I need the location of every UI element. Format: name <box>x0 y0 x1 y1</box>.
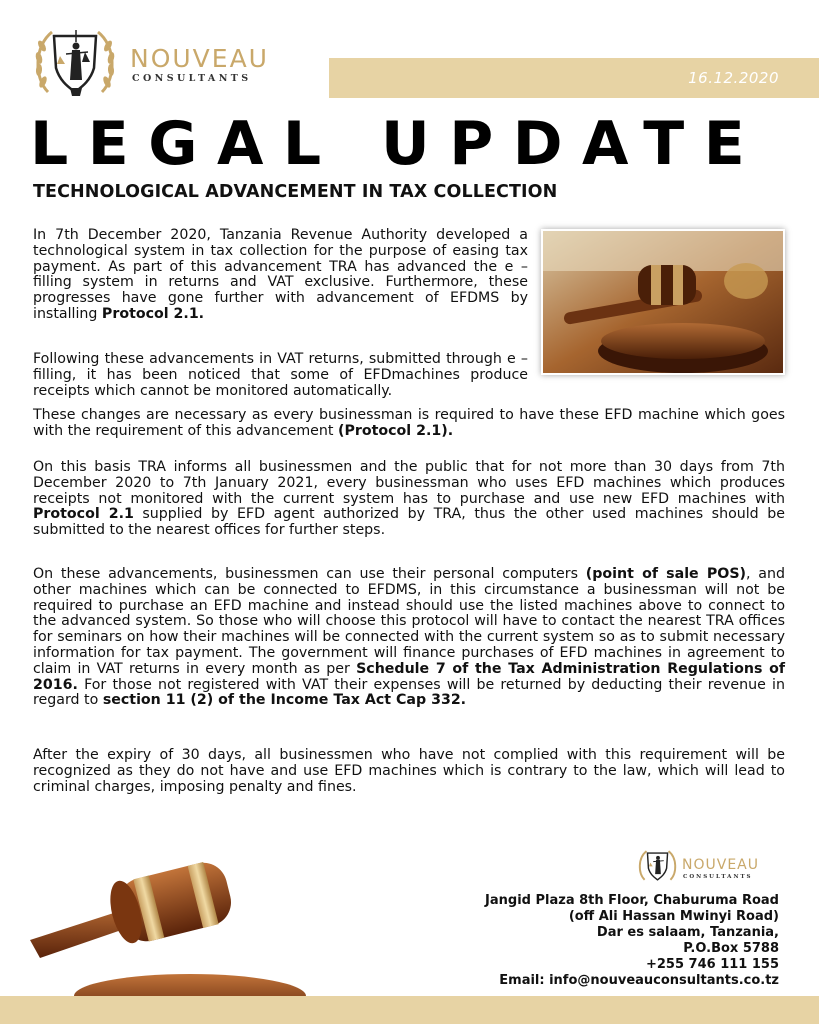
page-title: LEGAL UPDATE <box>30 109 765 179</box>
scales-of-justice-shield-icon <box>30 22 122 100</box>
p5-text-c: For those not registered with VAT their expenses will be returned by deducting their revenue in regard to <box>33 676 785 709</box>
p3-text: These changes are necessary as every businessman is required to have these EFD machine which goes with the requirement of this advancement <box>33 407 785 439</box>
paragraph-2 <box>33 352 528 399</box>
p4-bold: Protocol 2.1 <box>33 506 134 523</box>
paragraph-3 <box>33 408 785 440</box>
address-line-1: Jangid Plaza 8th Floor, Chaburuma Road <box>485 893 779 908</box>
phone-number: +255 746 111 155 <box>645 957 779 972</box>
p2-text: Following these advancements in VAT returns, submitted through e – filling, it has been noticed that some of EFDmachines produce receipts which cannot be monitored automatically. <box>33 351 528 399</box>
p1-text: In 7th December 2020, Tanzania Revenue Authority developed a technological system in tax collection for the purpose of easing tax payment. As part of this advancement TRA has advanced the e – filling system in returns and VAT exclusive. Furthermore, these progresses have gone further with advancement of EFDMS by installing <box>33 227 528 322</box>
brand-name: NOUVEAU <box>130 44 269 73</box>
article-heading: TECHNOLOGICAL ADVANCEMENT IN TAX COLLECTION <box>33 182 558 202</box>
address-line-3: Dar es salaam, Tanzania, <box>596 925 779 940</box>
date-banner <box>329 58 819 98</box>
p5-text-b: , and other machines which can be connected to EFDMS, in this circumstance a businessman will not be required to purchase an EFD machine and instead should use the listed machines above to connect to the advanced system. So those who will choose this protocol will have to contact the nearest TRA offices for seminars on how their machines will be connected with the current system so as to submit necessary information for tax payment. The government will finance purchases of EFD machines in agreement to claim in VAT returns in every month as per <box>33 566 785 677</box>
brand-logo <box>30 22 280 102</box>
paragraph-4 <box>33 460 785 539</box>
p1-bold: Protocol 2.1. <box>101 305 205 322</box>
brand-subtitle: CONSULTANTS <box>132 73 252 84</box>
paragraph-6 <box>33 748 785 795</box>
p4-text-b: supplied by EFD agent authorized by TRA, thus the other used machines should be submitted to the nearest offices for further steps. <box>33 506 785 539</box>
contact-block <box>485 893 779 989</box>
paragraph-5 <box>33 567 785 709</box>
p4-text-a: On this basis TRA informs all businessmen and the public that for not more than 30 days from 7th December 2020 to 7th January 2021, every businessman who uses EFD machines which produces receipts not monitored with the current system has to purchase and use new EFD machines with <box>33 459 785 507</box>
po-box: P.O.Box 5788 <box>683 941 779 956</box>
p3-bold: (Protocol 2.1). <box>337 422 454 439</box>
p5-bold-c: section 11 (2) of the Income Tax Act Cap 332. <box>102 692 467 709</box>
paragraph-1 <box>33 228 528 323</box>
footer-bar <box>0 996 819 1024</box>
footer-scales-of-justice-icon <box>636 843 680 887</box>
footer-brand-subtitle: CONSULTANTS <box>683 874 753 880</box>
gavel-photo <box>541 229 785 375</box>
gavel-photo-icon <box>543 231 783 373</box>
p5-text-a: On these advancements, businessmen can use their personal computers <box>33 566 586 582</box>
email-address: Email: info@nouveauconsultants.co.tz <box>499 973 779 988</box>
p5-bold-b: Schedule 7 of the Tax Administration Regulations of 2016. <box>33 660 785 693</box>
publication-date: 16.12.2020 <box>688 69 779 87</box>
p5-bold-a: (point of sale POS) <box>585 566 747 582</box>
footer-brand-name: NOUVEAU <box>682 857 759 873</box>
footer-brand-logo <box>636 843 786 891</box>
p6-text: After the expiry of 30 days, all businessmen who have not complied with this requirement will be recognized as they do not have and use EFD machines which is contrary to the law, which will lead to criminal charges, imposing penalty and fines. <box>33 747 785 795</box>
address-line-2: (off Ali Hassan Mwinyi Road) <box>568 909 779 924</box>
